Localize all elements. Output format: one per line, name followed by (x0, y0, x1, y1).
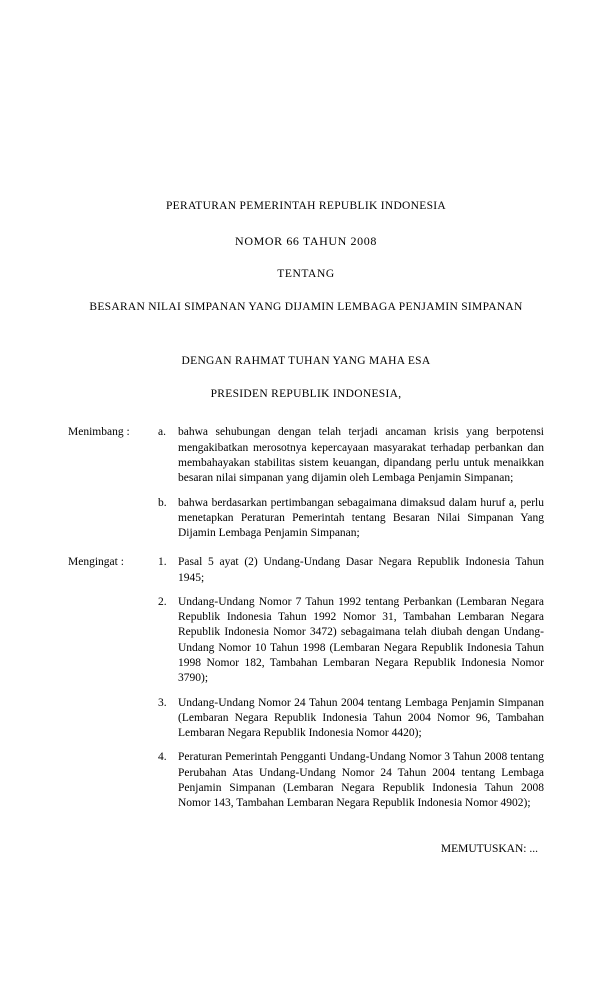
list-item (158, 595, 544, 687)
list-item (158, 425, 544, 486)
list-item-text: bahwa sehubungan dengan telah terjadi ancaman krisis yang berpotensi mengakibatkan merosotnya kepercayaan masyarakat terhadap perbankan dan membahayakan stabilitas sistem keuangan, dipandang perlu untuk menaikkan besaran nilai simpanan yang dijamin oleh Lembaga Penjamin Simpanan; (178, 426, 544, 485)
memutuskan-footer: MEMUTUSKAN: ... (440, 842, 538, 855)
page-title: PERATURAN PEMERINTAH REPUBLIK INDONESIA (165, 200, 447, 212)
document-subject: BESARAN NILAI SIMPANAN YANG DIJAMIN LEMBAGA PENJAMIN SIMPANAN (89, 300, 523, 313)
list-item-marker: b. (158, 496, 167, 509)
list-item-marker: 4. (158, 751, 167, 764)
president-line: PRESIDEN REPUBLIK INDONESIA, (210, 387, 402, 400)
list-item-text: Undang-Undang Nomor 7 Tahun 1992 tentang Perbankan (Lembaran Negara Republik Indonesia Tahun 1992 Nomor 31, Tambahan Lembaran Negara Republik Indonesia Nomor 3472) sebagaimana telah diubah dengan Undang-Undang Nomor 10 Tahun 1998 (Lembaran Negara Republik Indonesia Tahun 1998 Nomor 182, Tambahan Lembaran Negara Republik Indonesia Nomor 3790); (178, 595, 544, 685)
list-item-text: Pasal 5 ayat (2) Undang-Undang Dasar Negara Republik Indonesia Tahun 1945; (178, 556, 544, 584)
document-number: NOMOR 66 TAHUN 2008 (235, 233, 377, 248)
list-item-marker: 1. (158, 556, 167, 569)
list-item (158, 496, 544, 542)
mengingat-label: Mengingat : (68, 556, 124, 569)
list-item (158, 555, 544, 586)
mengingat-items (158, 555, 544, 820)
blessing-line: DENGAN RAHMAT TUHAN YANG MAHA ESA (181, 354, 431, 367)
list-item (158, 750, 544, 811)
mengingat-section (68, 555, 544, 820)
list-item-marker: 3. (158, 696, 167, 709)
list-item-text: Peraturan Pemerintah Pengganti Undang-Undang Nomor 3 Tahun 2008 tentang Perubahan Atas Undang-Undang Nomor 24 Tahun 2004 tentang Lembaga Penjamin Simpanan (Lembaran Negara Republik Indonesia Tahun 2008 Nomor 143, Tambahan Lembaran Negara Republik Indonesia Nomor 4902); (178, 751, 544, 810)
list-item-marker: 2. (158, 595, 167, 608)
list-item-marker: a. (158, 426, 166, 439)
list-item-text: bahwa berdasarkan pertimbangan sebagaimana dimaksud dalam huruf a, perlu menetapkan Peraturan Pemerintah tentang Besaran Nilai Simpanan Yang Dijamin Lembaga Penjamin Simpanan; (178, 496, 544, 540)
menimbang-label: Menimbang : (68, 426, 130, 439)
list-item (158, 696, 544, 742)
tentang-label: TENTANG (277, 268, 335, 281)
menimbang-items (158, 425, 544, 550)
menimbang-section (68, 425, 544, 550)
list-item-text: Undang-Undang Nomor 24 Tahun 2004 tentang Lembaga Penjamin Simpanan (Lembaran Negara Republik Indonesia Tahun 2004 Nomor 96, Tambahan Lembaran Negara Republik Indonesia Nomor 4420); (178, 696, 544, 740)
